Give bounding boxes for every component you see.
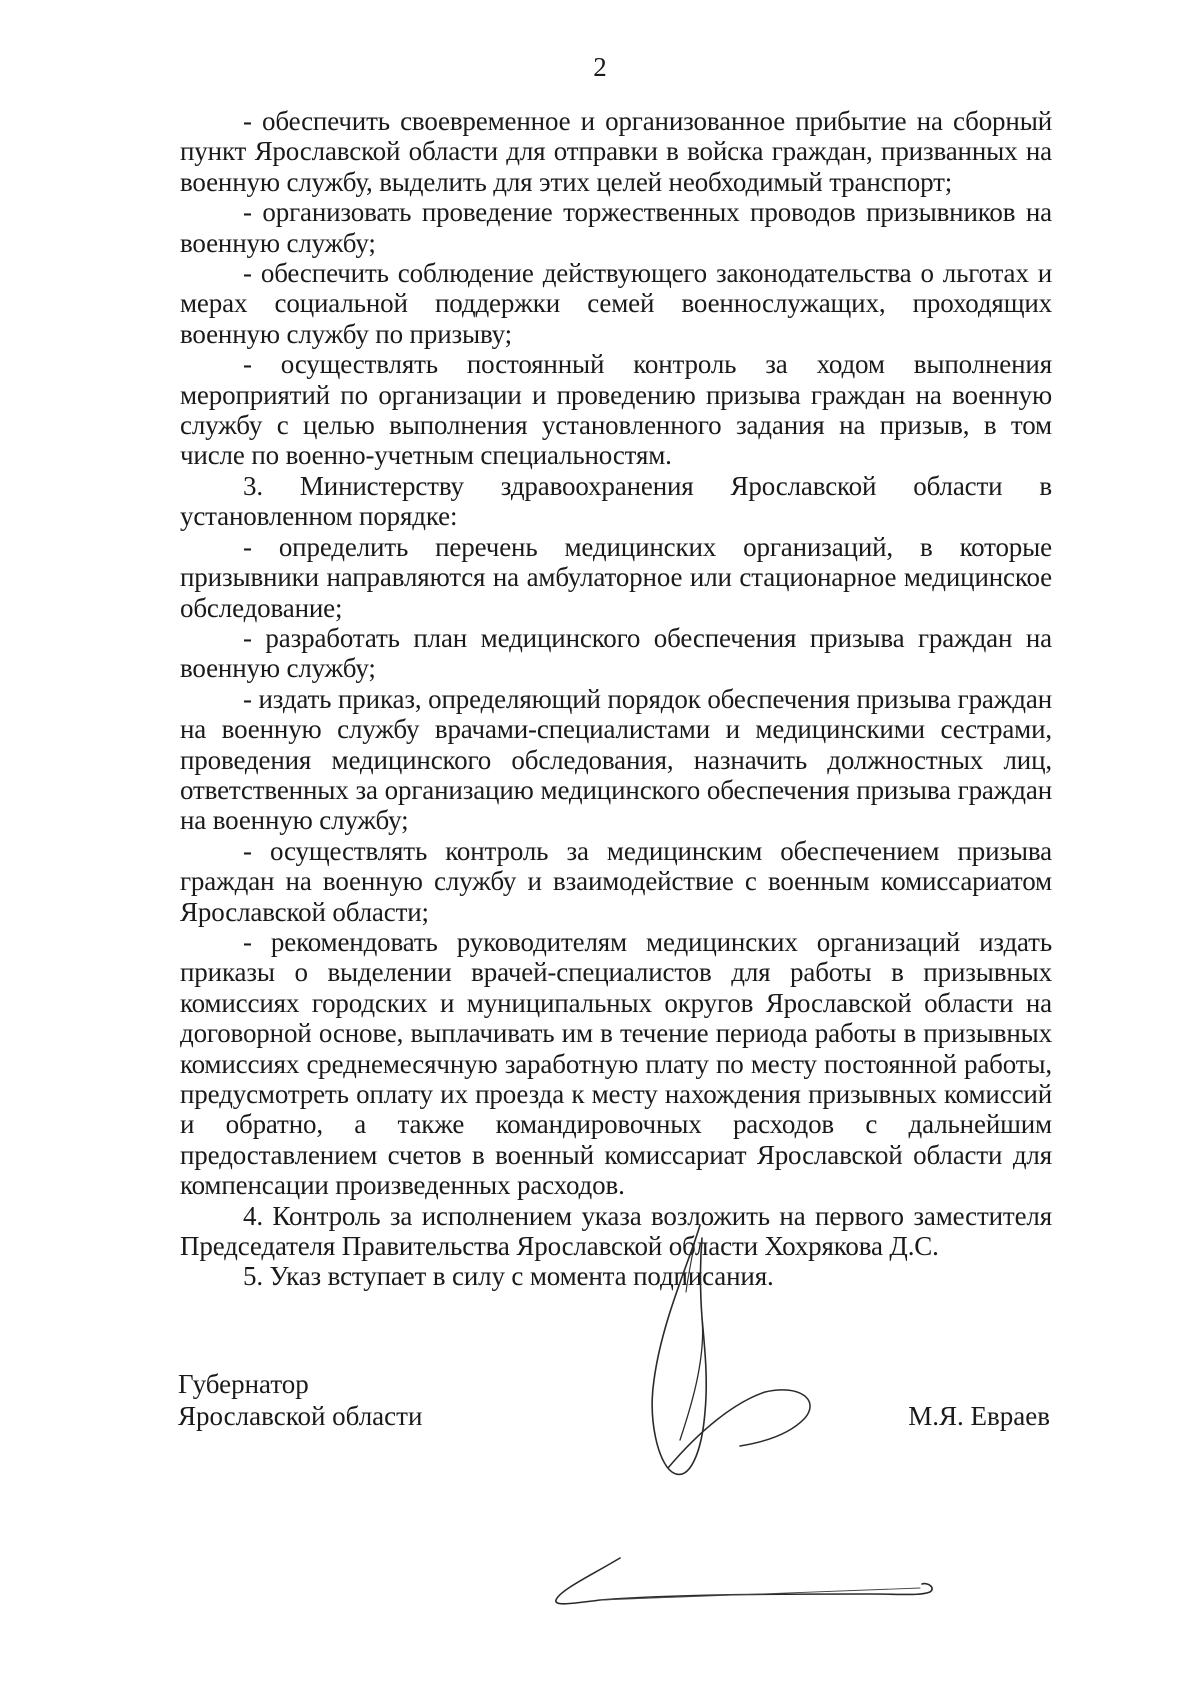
paragraph-order: - издать приказ, определяющий порядок обеспечения призыва граждан на военную службу врачами-специалистами и медицинскими сестрами, проведения медицинского обследования, назначить должностных лиц, ответственных за организацию медицинского обеспечения призыва граждан на военную службу; — [180, 683, 1052, 836]
signatory-title-line1: Губернатор — [178, 1369, 309, 1399]
paragraph-farewell: - организовать проведение торжественных проводов призывников на военную службу; — [180, 197, 1052, 258]
paragraph-recommend: - рекомендовать руководителям медицинских организаций издать приказы о выделении врачей-специалистов для работы в призывных комиссиях городских и муниципальных округов Ярославской области на договорной основе, выплачивать им в течение периода работы в призывных комиссиях среднемесячную заработную плату по месту постоянной работы, предусмотреть оплату их проезда к месту нахождения призывных комиссий и обратно, а также командировочных расходов с дальнейшим предоставлением счетов в военный комиссариат Ярославской области для компенсации произведенных расходов. — [180, 926, 1052, 1201]
signatory-title-line2: Ярославской области — [178, 1401, 423, 1431]
paragraph-oversight: 4. Контроль за исполнением указа возложить на первого заместителя Председателя Правительства Ярославской области Хохрякова Д.С. — [180, 1200, 1052, 1262]
paragraph-control: - осуществлять постоянный контроль за ходом выполнения мероприятий по организации и проведению призыва граждан на военную службу с целью выполнения установленного задания на призыв, в том числе по военно-учетным специальностям. — [180, 349, 1052, 471]
signatory-name: М.Я. Евраев — [908, 1401, 1050, 1431]
paragraph-effective: 5. Указ вступает в силу с момента подписания. — [243, 1261, 774, 1292]
paragraph-transport: - обеспечить своевременное и организованное прибытие на сборный пункт Ярославской области для отправки в войска граждан, призванных на военную службу, выделить для этих целей необходимый транспорт; — [180, 106, 1052, 197]
paragraph-ministry: 3. Министерству здравоохранения Ярославской области в установленном порядке: — [180, 470, 1052, 532]
paragraph-benefits: - обеспечить соблюдение действующего законодательства о льготах и мерах социальной поддержки семей военнослужащих, проходящих военную службу по призыву; — [180, 258, 1052, 349]
paragraph-medical-control: - осуществлять контроль за медицинским обеспечением призыва граждан на военную службу и взаимодействие с военным комиссариатом Ярославской области; — [180, 835, 1052, 927]
paragraph-organizations-list: - определить перечень медицинских организаций, в которые призывники направляются на амбулаторное или стационарное медицинское обследование; — [180, 531, 1052, 623]
signatory-title — [178, 1368, 422, 1432]
page-number: 2 — [593, 52, 607, 82]
paragraph-medical-plan: - разработать план медицинского обеспечения призыва граждан на военную службу; — [180, 622, 1052, 684]
document-body — [180, 106, 1052, 1292]
